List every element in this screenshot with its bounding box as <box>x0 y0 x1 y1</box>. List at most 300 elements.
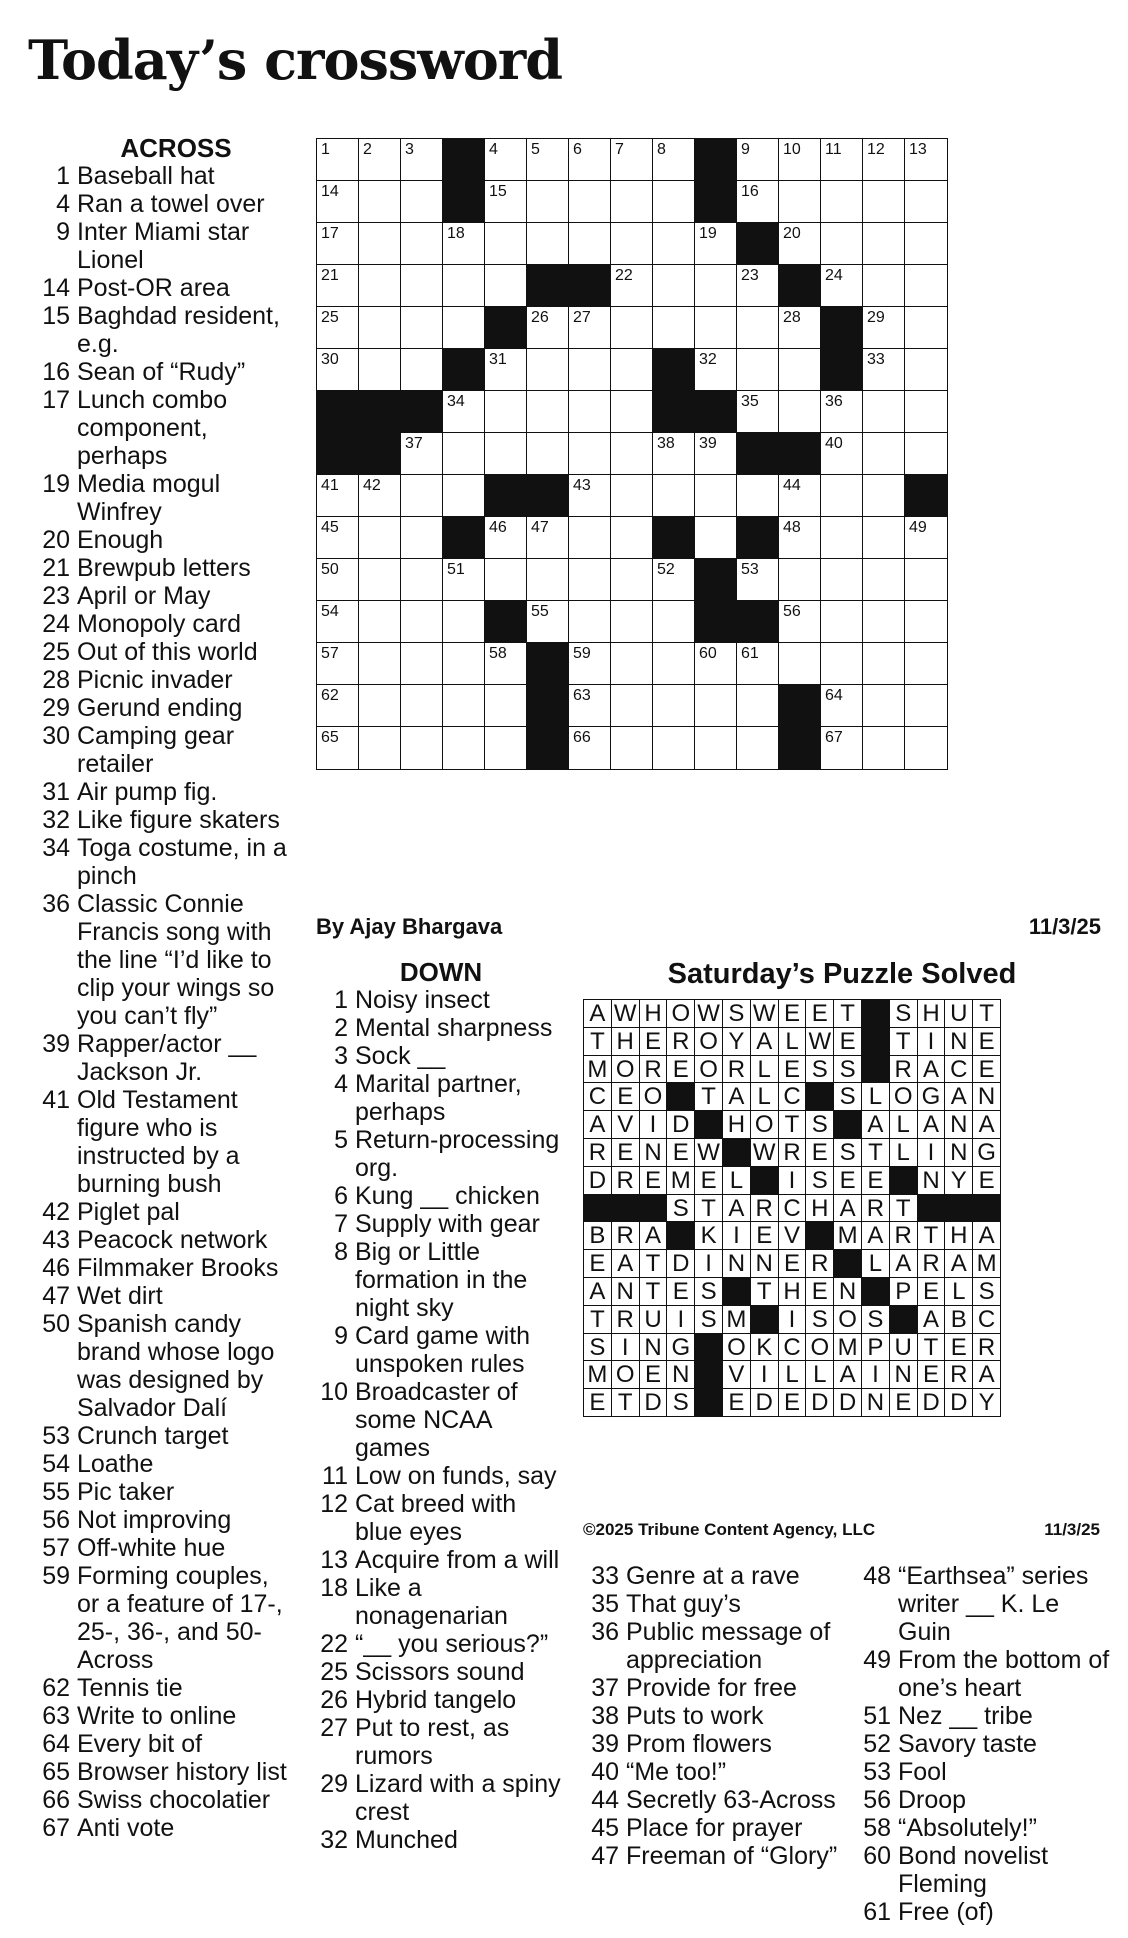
grid-cell[interactable] <box>736 264 780 308</box>
grid-cell[interactable] <box>400 474 444 518</box>
grid-cell[interactable] <box>568 180 612 224</box>
grid-cell[interactable] <box>316 642 360 686</box>
grid-cell[interactable] <box>358 348 402 392</box>
black-square <box>736 222 780 266</box>
solved-cell: H <box>722 1110 751 1139</box>
cell-number: 37 <box>405 435 423 452</box>
grid-cell[interactable] <box>526 558 570 602</box>
solved-cell: S <box>694 1277 723 1306</box>
clue-number: 66 <box>42 1786 70 1814</box>
grid-cell[interactable] <box>358 726 402 770</box>
copyright: ©2025 Tribune Content Agency, LLC <box>583 1520 876 1539</box>
solved-black-square <box>694 1110 723 1139</box>
grid-cell[interactable] <box>484 222 528 266</box>
grid-cell[interactable] <box>862 642 906 686</box>
grid-cell[interactable] <box>652 180 696 224</box>
grid-cell[interactable] <box>400 180 444 224</box>
grid-cell[interactable] <box>736 642 780 686</box>
grid-cell[interactable] <box>484 348 528 392</box>
grid-cell[interactable] <box>904 390 948 434</box>
grid-cell[interactable] <box>904 432 948 476</box>
grid-cell[interactable] <box>904 180 948 224</box>
grid-cell[interactable] <box>610 642 654 686</box>
grid-cell[interactable] <box>442 558 486 602</box>
solved-black-square <box>722 1277 751 1306</box>
grid-cell[interactable] <box>862 306 906 350</box>
clue <box>583 1758 845 1786</box>
solved-black-square <box>750 1305 779 1334</box>
solved-cell: R <box>611 1305 640 1334</box>
grid-cell[interactable] <box>316 348 360 392</box>
grid-cell[interactable] <box>442 264 486 308</box>
grid-cell[interactable] <box>652 264 696 308</box>
grid-cell[interactable] <box>904 558 948 602</box>
grid-cell[interactable] <box>526 348 570 392</box>
grid-cell[interactable] <box>820 558 864 602</box>
solved-cell: O <box>666 999 695 1028</box>
grid-cell[interactable] <box>316 474 360 518</box>
grid-cell[interactable] <box>904 222 948 266</box>
grid-cell[interactable] <box>358 558 402 602</box>
grid-cell[interactable] <box>820 684 864 728</box>
grid-cell[interactable] <box>862 558 906 602</box>
grid-cell[interactable] <box>862 348 906 392</box>
black-square <box>694 558 738 602</box>
grid-cell[interactable] <box>358 474 402 518</box>
grid-cell[interactable] <box>400 558 444 602</box>
clue-number: 30 <box>42 722 70 750</box>
grid-cell[interactable] <box>694 348 738 392</box>
solved-cell: R <box>917 1249 946 1278</box>
solved-cell: S <box>805 1305 834 1334</box>
grid-cell[interactable] <box>862 600 906 644</box>
grid-cell[interactable] <box>526 516 570 560</box>
grid-cell[interactable] <box>652 222 696 266</box>
solved-cell: L <box>805 1360 834 1389</box>
grid-cell[interactable] <box>568 642 612 686</box>
grid-cell[interactable] <box>820 600 864 644</box>
solved-cell: N <box>722 1249 751 1278</box>
clue-text: Free (of) <box>898 1898 994 1926</box>
grid-cell[interactable] <box>862 474 906 518</box>
grid-cell[interactable] <box>610 180 654 224</box>
solved-cell: T <box>917 1221 946 1250</box>
grid-cell[interactable] <box>442 306 486 350</box>
grid-cell[interactable] <box>568 222 612 266</box>
clue-number: 54 <box>42 1450 70 1478</box>
grid-cell[interactable] <box>862 432 906 476</box>
grid-cell[interactable] <box>316 222 360 266</box>
clue-text: Freeman of “Glory” <box>626 1842 838 1870</box>
grid-cell[interactable] <box>484 642 528 686</box>
clue-text: Inter Miami star Lionel <box>77 218 250 274</box>
grid-cell[interactable] <box>694 264 738 308</box>
clue-text: Cat breed with blue eyes <box>355 1490 517 1546</box>
clue-number: 18 <box>320 1574 348 1602</box>
clue <box>28 274 290 302</box>
cell-number: 58 <box>489 645 507 662</box>
grid-cell[interactable] <box>610 222 654 266</box>
grid-cell[interactable] <box>400 348 444 392</box>
clue <box>28 190 290 218</box>
solved-cell: W <box>694 1138 723 1167</box>
grid-cell[interactable] <box>442 726 486 770</box>
grid-cell[interactable] <box>568 306 612 350</box>
grid-cell[interactable] <box>400 684 444 728</box>
grid-cell[interactable] <box>526 432 570 476</box>
solved-cell: V <box>778 1221 807 1250</box>
grid-cell[interactable] <box>820 138 864 182</box>
grid-cell[interactable] <box>610 138 654 182</box>
grid-cell[interactable] <box>442 684 486 728</box>
solved-cell: P <box>889 1277 918 1306</box>
grid-cell[interactable] <box>526 138 570 182</box>
black-square <box>484 306 528 350</box>
grid-cell[interactable] <box>610 264 654 308</box>
clue <box>312 1322 570 1378</box>
grid-cell[interactable] <box>778 180 822 224</box>
grid-cell[interactable] <box>316 264 360 308</box>
grid-cell[interactable] <box>820 264 864 308</box>
grid-cell[interactable] <box>568 516 612 560</box>
grid-cell[interactable] <box>652 558 696 602</box>
clue-number: 13 <box>320 1546 348 1574</box>
grid-cell[interactable] <box>610 348 654 392</box>
clue-text: Browser history list <box>77 1758 287 1786</box>
grid-cell[interactable] <box>568 600 612 644</box>
grid-cell[interactable] <box>568 684 612 728</box>
cell-number: 8 <box>657 141 666 158</box>
grid-cell[interactable] <box>820 516 864 560</box>
clue-text: Gerund ending <box>77 694 243 722</box>
grid-cell[interactable] <box>358 600 402 644</box>
grid-cell[interactable] <box>736 138 780 182</box>
cell-number: 24 <box>825 267 843 284</box>
grid-cell[interactable] <box>904 264 948 308</box>
grid-cell[interactable] <box>316 726 360 770</box>
grid-cell[interactable] <box>442 432 486 476</box>
grid-cell[interactable] <box>526 222 570 266</box>
grid-cell[interactable] <box>484 558 528 602</box>
grid-cell[interactable] <box>568 726 612 770</box>
clue-number: 11 <box>322 1462 348 1490</box>
grid-cell[interactable] <box>400 642 444 686</box>
solved-cell: R <box>889 1055 918 1084</box>
clue-number: 36 <box>591 1618 619 1646</box>
grid-cell[interactable] <box>316 138 360 182</box>
grid-cell[interactable] <box>610 516 654 560</box>
grid-cell[interactable] <box>526 390 570 434</box>
solved-cell: E <box>722 1388 751 1417</box>
grid-cell[interactable] <box>568 348 612 392</box>
grid-cell[interactable] <box>862 180 906 224</box>
grid-cell[interactable] <box>442 222 486 266</box>
black-square <box>400 390 444 434</box>
grid-cell[interactable] <box>358 264 402 308</box>
clue <box>583 1674 845 1702</box>
grid-cell[interactable] <box>316 306 360 350</box>
grid-cell[interactable] <box>694 432 738 476</box>
grid-cell[interactable] <box>316 684 360 728</box>
clue <box>312 1042 570 1070</box>
cell-number: 38 <box>657 435 675 452</box>
grid-cell[interactable] <box>736 684 780 728</box>
solved-cell: L <box>861 1082 890 1111</box>
grid-cell[interactable] <box>526 306 570 350</box>
clue-number: 62 <box>42 1674 70 1702</box>
solved-cell: C <box>778 1333 807 1362</box>
grid-cell[interactable] <box>484 726 528 770</box>
grid-cell[interactable] <box>904 726 948 770</box>
solved-cell: L <box>722 1166 751 1195</box>
grid-cell[interactable] <box>778 348 822 392</box>
grid-cell[interactable] <box>820 390 864 434</box>
grid-cell[interactable] <box>484 180 528 224</box>
grid-cell[interactable] <box>442 600 486 644</box>
grid-cell[interactable] <box>904 516 948 560</box>
grid-cell[interactable] <box>904 348 948 392</box>
grid-cell[interactable] <box>694 474 738 518</box>
solved-cell: I <box>611 1333 640 1362</box>
grid-cell[interactable] <box>652 600 696 644</box>
grid-cell[interactable] <box>442 642 486 686</box>
solved-black-square <box>666 1221 695 1250</box>
grid-cell[interactable] <box>400 264 444 308</box>
grid-cell[interactable] <box>610 390 654 434</box>
grid-cell[interactable] <box>526 180 570 224</box>
grid-cell[interactable] <box>862 726 906 770</box>
solved-black-square <box>861 999 890 1028</box>
grid-cell[interactable] <box>400 306 444 350</box>
clue <box>855 1562 1115 1646</box>
grid-cell[interactable] <box>316 180 360 224</box>
solved-cell: W <box>805 1027 834 1056</box>
grid-cell[interactable] <box>736 474 780 518</box>
grid-cell[interactable] <box>820 642 864 686</box>
grid-cell[interactable] <box>778 474 822 518</box>
grid-cell[interactable] <box>694 306 738 350</box>
grid-cell[interactable] <box>484 390 528 434</box>
clue-text: Monopoly card <box>77 610 241 638</box>
cell-number: 41 <box>321 477 339 494</box>
grid-cell[interactable] <box>652 306 696 350</box>
clue-number: 9 <box>56 218 70 246</box>
cell-number: 5 <box>531 141 540 158</box>
clue-text: Write to online <box>77 1702 237 1730</box>
solved-cell: H <box>917 999 946 1028</box>
grid-cell[interactable] <box>694 516 738 560</box>
cell-number: 15 <box>489 183 507 200</box>
grid-cell[interactable] <box>904 684 948 728</box>
grid-cell[interactable] <box>568 474 612 518</box>
solved-cell: M <box>583 1360 612 1389</box>
grid-cell[interactable] <box>568 558 612 602</box>
grid-cell[interactable] <box>610 684 654 728</box>
grid-cell[interactable] <box>862 138 906 182</box>
clue-number: 24 <box>42 610 70 638</box>
grid-cell[interactable] <box>736 180 780 224</box>
grid-cell[interactable] <box>610 600 654 644</box>
grid-cell[interactable] <box>400 138 444 182</box>
grid-cell[interactable] <box>316 600 360 644</box>
grid-cell[interactable] <box>820 474 864 518</box>
grid-cell[interactable] <box>778 642 822 686</box>
solved-black-square <box>917 1194 946 1223</box>
clue <box>28 218 290 274</box>
grid-cell[interactable] <box>484 264 528 308</box>
grid-cell[interactable] <box>820 180 864 224</box>
grid-cell[interactable] <box>778 600 822 644</box>
grid-cell[interactable] <box>484 516 528 560</box>
grid-cell[interactable] <box>694 642 738 686</box>
grid-cell[interactable] <box>358 516 402 560</box>
grid-cell[interactable] <box>694 726 738 770</box>
clue <box>28 1702 290 1730</box>
grid-cell[interactable] <box>778 516 822 560</box>
grid-cell[interactable] <box>736 390 780 434</box>
clue <box>312 986 570 1014</box>
grid-cell[interactable] <box>442 390 486 434</box>
clue <box>312 1070 570 1126</box>
grid-cell[interactable] <box>862 264 906 308</box>
grid-cell[interactable] <box>652 474 696 518</box>
grid-cell[interactable] <box>778 306 822 350</box>
grid-cell[interactable] <box>610 558 654 602</box>
grid-cell[interactable] <box>736 726 780 770</box>
grid-cell[interactable] <box>820 726 864 770</box>
solved-black-square <box>972 1194 1001 1223</box>
grid-cell[interactable] <box>820 222 864 266</box>
grid-cell[interactable] <box>694 222 738 266</box>
solved-cell: S <box>972 1277 1001 1306</box>
grid-cell[interactable] <box>358 222 402 266</box>
solved-cell: S <box>694 1305 723 1334</box>
cell-number: 3 <box>405 141 414 158</box>
solved-cell: E <box>917 1360 946 1389</box>
grid-cell[interactable] <box>778 558 822 602</box>
grid-cell[interactable] <box>904 600 948 644</box>
grid-cell[interactable] <box>778 222 822 266</box>
solved-cell: R <box>722 1055 751 1084</box>
grid-cell[interactable] <box>652 726 696 770</box>
grid-cell[interactable] <box>358 138 402 182</box>
solved-cell: E <box>805 999 834 1028</box>
black-square <box>568 264 612 308</box>
solved-cell: G <box>666 1333 695 1362</box>
grid-cell[interactable] <box>442 474 486 518</box>
grid-cell[interactable] <box>400 432 444 476</box>
grid-cell[interactable] <box>820 432 864 476</box>
clue-text: Not improving <box>77 1506 232 1534</box>
grid-cell[interactable] <box>610 306 654 350</box>
grid-cell[interactable] <box>652 684 696 728</box>
grid-cell[interactable] <box>778 390 822 434</box>
clue-text: Like figure skaters <box>77 806 280 834</box>
grid-cell[interactable] <box>568 390 612 434</box>
grid-cell[interactable] <box>568 138 612 182</box>
solved-black-square <box>805 1221 834 1250</box>
grid-cell[interactable] <box>652 138 696 182</box>
clue-number: 55 <box>42 1478 70 1506</box>
grid-cell[interactable] <box>316 558 360 602</box>
grid-cell[interactable] <box>568 432 612 476</box>
grid-cell[interactable] <box>862 684 906 728</box>
clue <box>855 1646 1115 1702</box>
grid-cell[interactable] <box>400 516 444 560</box>
grid-cell[interactable] <box>862 516 906 560</box>
black-square <box>778 432 822 476</box>
clue-number: 37 <box>591 1674 619 1702</box>
grid-cell[interactable] <box>736 558 780 602</box>
solved-cell: E <box>750 1221 779 1250</box>
grid-cell[interactable] <box>358 180 402 224</box>
clue <box>28 1758 290 1786</box>
grid-cell[interactable] <box>484 138 528 182</box>
clue <box>855 1786 1115 1814</box>
black-square <box>442 348 486 392</box>
clue <box>583 1730 845 1758</box>
clue-text: Toga costume, in a pinch <box>77 834 287 890</box>
solved-cell: S <box>805 1110 834 1139</box>
grid-cell[interactable] <box>400 222 444 266</box>
grid-cell[interactable] <box>904 138 948 182</box>
solved-cell: W <box>611 999 640 1028</box>
grid-cell[interactable] <box>736 306 780 350</box>
grid-cell[interactable] <box>484 432 528 476</box>
grid-cell[interactable] <box>652 642 696 686</box>
clue-number: 3 <box>334 1042 348 1070</box>
grid-cell[interactable] <box>904 306 948 350</box>
clue-text: Air pump fig. <box>77 778 218 806</box>
grid-cell[interactable] <box>778 138 822 182</box>
clue <box>28 1786 290 1814</box>
solved-cell: T <box>694 1082 723 1111</box>
clue <box>28 1562 290 1674</box>
grid-cell[interactable] <box>358 684 402 728</box>
grid-cell[interactable] <box>400 600 444 644</box>
solved-cell: D <box>666 1110 695 1139</box>
grid-cell[interactable] <box>904 642 948 686</box>
grid-cell[interactable] <box>610 474 654 518</box>
cell-number: 9 <box>741 141 750 158</box>
solved-black-square <box>861 1027 890 1056</box>
grid-cell[interactable] <box>358 642 402 686</box>
grid-cell[interactable] <box>694 684 738 728</box>
grid-cell[interactable] <box>484 684 528 728</box>
grid-cell[interactable] <box>610 726 654 770</box>
black-square <box>358 390 402 434</box>
grid-cell[interactable] <box>652 432 696 476</box>
grid-cell[interactable] <box>862 390 906 434</box>
solved-cell: E <box>917 1277 946 1306</box>
solved-cell: N <box>917 1166 946 1195</box>
grid-cell[interactable] <box>358 306 402 350</box>
solved-cell: A <box>722 1082 751 1111</box>
grid-cell[interactable] <box>610 432 654 476</box>
clue-text: From the bottom of one’s heart <box>898 1646 1110 1702</box>
grid-cell[interactable] <box>736 348 780 392</box>
solved-cell: E <box>805 1277 834 1306</box>
grid-cell[interactable] <box>862 222 906 266</box>
grid-cell[interactable] <box>400 726 444 770</box>
clue <box>583 1562 845 1590</box>
cell-number: 16 <box>741 183 759 200</box>
solved-cell: T <box>889 1194 918 1223</box>
cell-number: 29 <box>867 309 885 326</box>
grid-cell[interactable] <box>316 516 360 560</box>
grid-cell[interactable] <box>526 600 570 644</box>
solved-cell: A <box>917 1305 946 1334</box>
